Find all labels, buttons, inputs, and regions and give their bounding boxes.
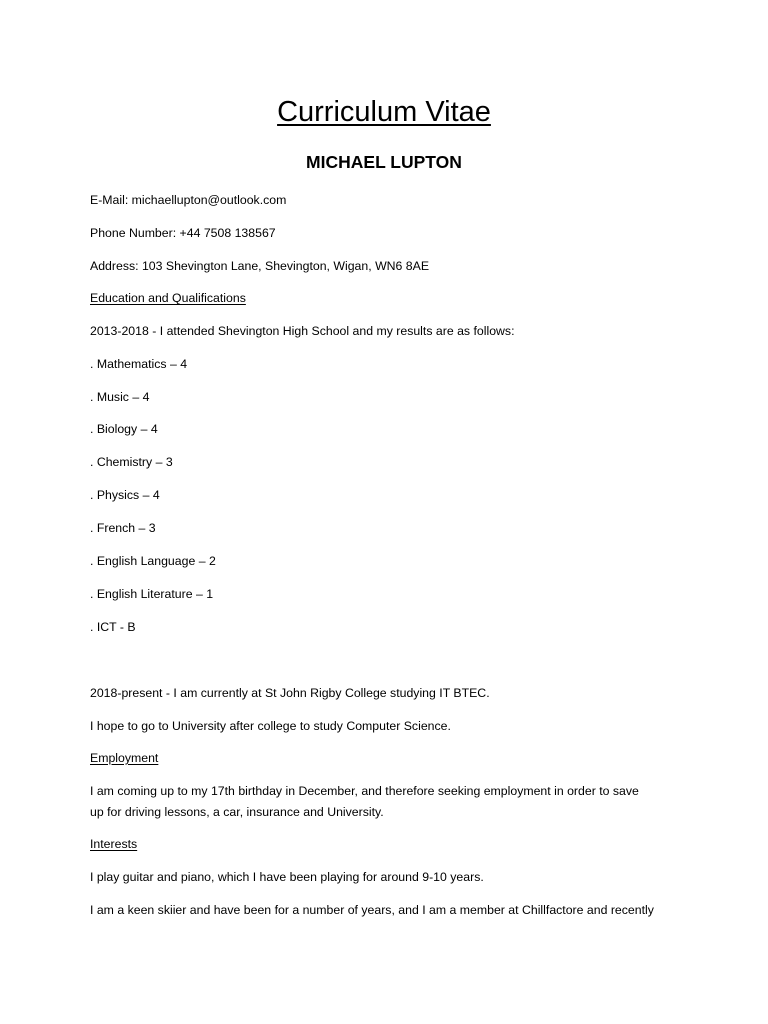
employment-line: I am coming up to my 17th birthday in December, and therefore seeking employment in order to save [90,784,639,798]
interests-heading: Interests [90,837,138,851]
result-item: . Biology – 4 [90,422,158,436]
result-item: . Chemistry – 3 [90,455,173,469]
result-item: . English Language – 2 [90,554,216,568]
phone-line: Phone Number: +44 7508 138567 [90,226,276,240]
interests-line: I am a keen skiier and have been for a number of years, and I am a member at Chillfactore and recently [90,903,654,917]
university-plan-line: I hope to go to University after college to study Computer Science. [90,719,451,733]
education-heading: Education and Qualifications [90,291,246,305]
current-studies-line: 2018-present - I am currently at St John Rigby College studying IT BTEC. [90,686,490,700]
result-item: . French – 3 [90,521,156,535]
interests-line: I play guitar and piano, which I have been playing for around 9-10 years. [90,870,484,884]
document-title: Curriculum Vitae [277,96,491,128]
address-line: Address: 103 Shevington Lane, Shevington, Wigan, WN6 8AE [90,259,430,273]
employment-heading: Employment [90,751,159,765]
result-item: . ICT - B [90,620,136,634]
result-item: . Mathematics – 4 [90,357,188,371]
email-line: E-Mail: michaellupton@outlook.com [90,193,287,207]
candidate-name: MICHAEL LUPTON [306,152,462,172]
result-item: . Physics – 4 [90,488,160,502]
employment-line: up for driving lessons, a car, insurance and University. [90,805,384,819]
result-item: . English Literature – 1 [90,587,214,601]
education-intro: 2013-2018 - I attended Shevington High School and my results are as follows: [90,324,515,338]
result-item: . Music – 4 [90,390,150,404]
